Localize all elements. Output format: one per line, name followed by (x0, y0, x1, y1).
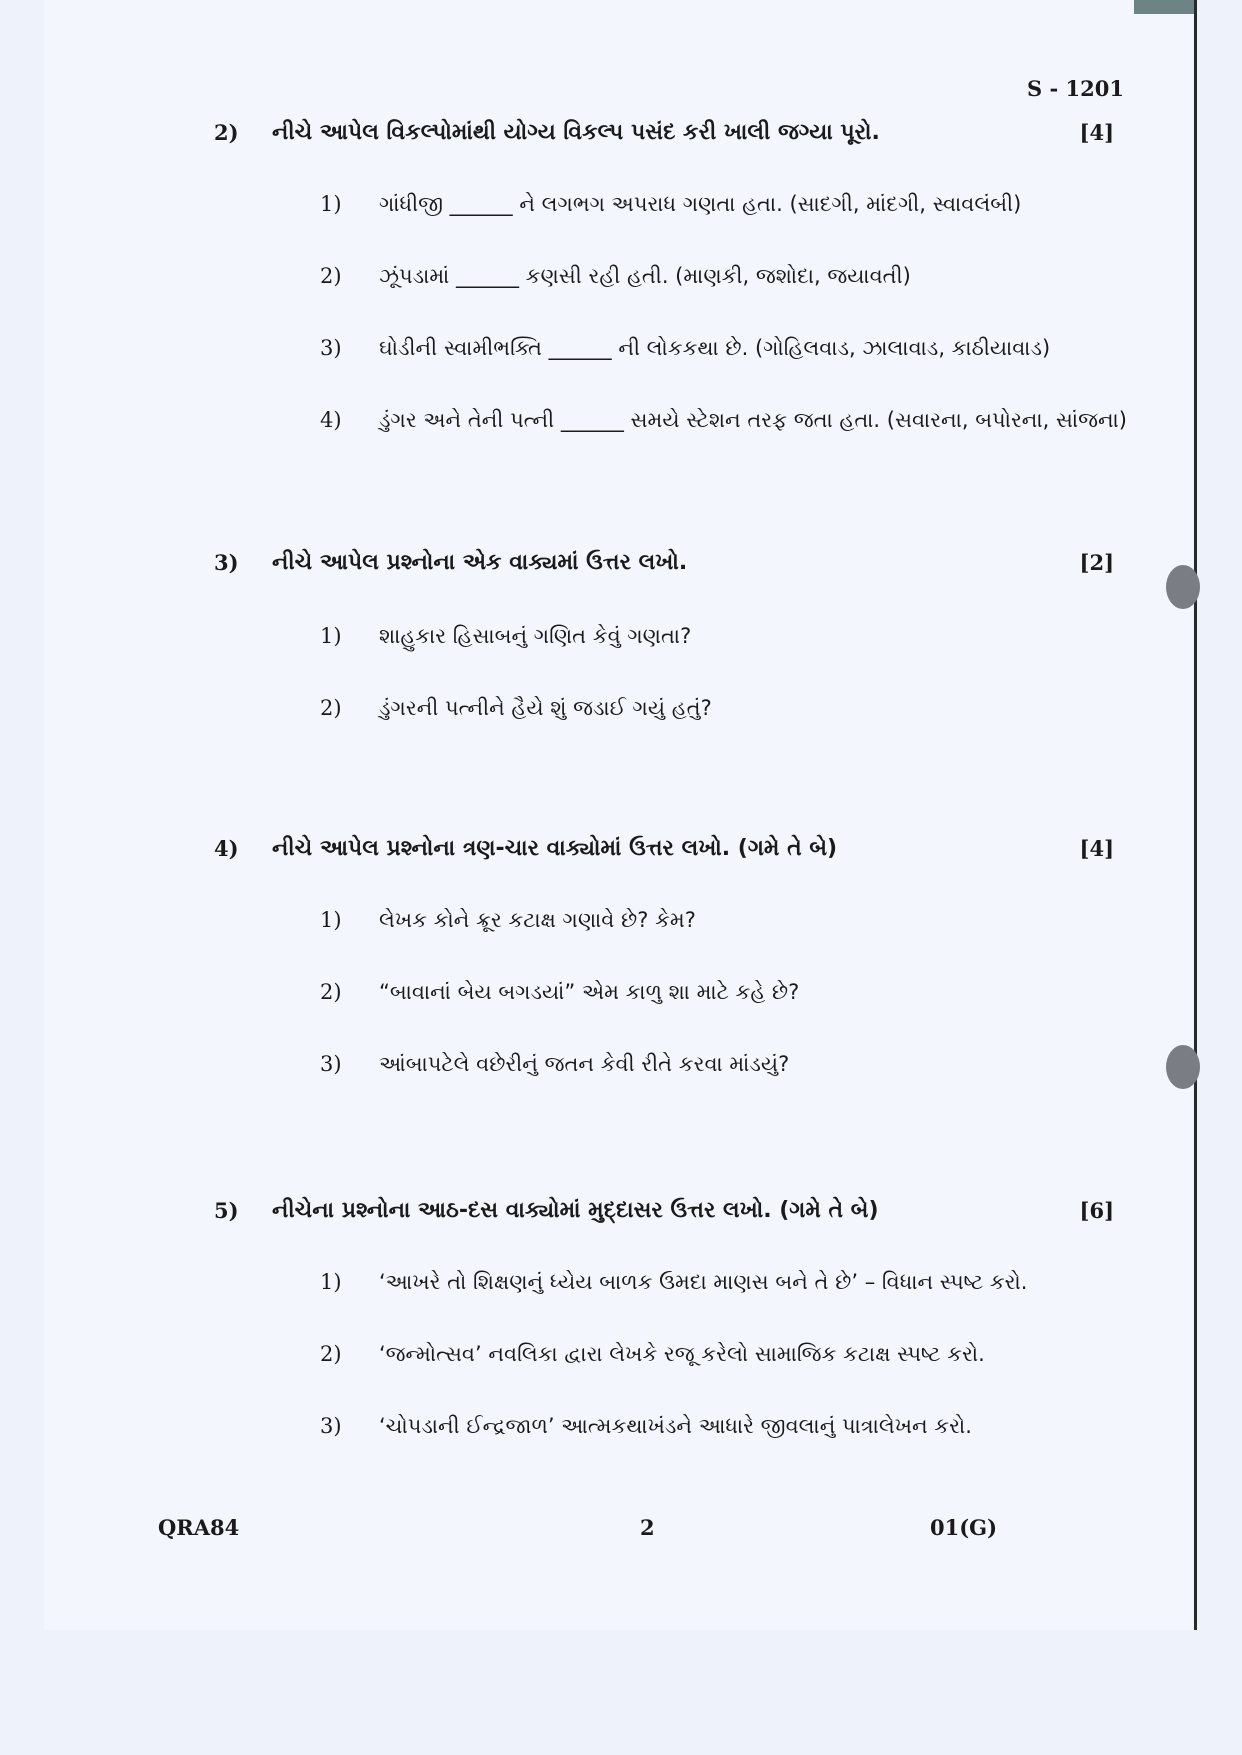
sub-question (214, 1414, 1114, 1448)
punch-hole-bottom (1166, 1045, 1200, 1089)
question-marks: [4] (1079, 120, 1114, 145)
footer-right-code: 01(G) (930, 1515, 998, 1540)
sub-question-text: આંબાપટેલે વછેરીનું જતન કેવી રીતે કરવા માંડયું? (379, 1052, 790, 1076)
sub-question-number: 1) (320, 192, 342, 216)
question-header (214, 120, 1114, 154)
sub-question-text: શાહુકાર હિસાબનું ગણિત કેવું ગણતા? (379, 624, 692, 648)
punch-hole-top (1166, 565, 1200, 609)
sub-question-number: 3) (320, 1414, 342, 1438)
paper-code: S - 1201 (1027, 76, 1124, 101)
exam-page (44, 0, 1197, 1630)
sub-question (214, 624, 1114, 658)
sub-question (214, 264, 1114, 298)
sub-question-text: ઝૂંપડામાં ______ કણસી રહી હતી. (માણકી, જશોદા, જયાવતી) (379, 264, 911, 288)
sub-question (214, 408, 1127, 442)
sub-question (214, 192, 1114, 226)
sub-question (214, 1052, 1114, 1086)
sub-question-text: ગાંધીજી ______ ને લગભગ અપરાધ ગણતા હતા. (સાદગી, માંદગી, સ્વાવલંબી) (379, 192, 1022, 216)
question-text: નીચેના પ્રશ્નોના આઠ-દસ વાક્યોમાં મુદ્દાસર ઉત્તર લખો. (ગમે તે બે) (272, 1198, 879, 1223)
sub-question-number: 1) (320, 1270, 342, 1294)
question-text: નીચે આપેલ પ્રશ્નોના ત્રણ-ચાર વાક્યોમાં ઉત્તર લખો. (ગમે તે બે) (272, 836, 838, 861)
question-number: 2) (214, 120, 239, 145)
sub-question-text: ‘આખરે તો શિક્ષણનું ધ્યેય બાળક ઉમદા માણસ બને તે છે’ – વિધાન સ્પષ્ટ કરો. (379, 1270, 1028, 1294)
question-marks: [2] (1079, 550, 1114, 575)
sub-question-number: 2) (320, 264, 342, 288)
sub-question-number: 3) (320, 1052, 342, 1076)
question-marks: [4] (1079, 836, 1114, 861)
question-5 (214, 1198, 1114, 1448)
question-marks: [6] (1079, 1198, 1114, 1223)
sub-question (214, 1270, 1114, 1304)
sub-question-text: ‘ચોપડાની ઈન્દ્રજાળ’ આત્મકથાખંડને આધારે જીવલાનું પાત્રાલેખન કરો. (379, 1414, 972, 1438)
sub-question (214, 980, 1114, 1014)
question-header (214, 1198, 1114, 1232)
sub-question-number: 3) (320, 336, 342, 360)
question-text: નીચે આપેલ પ્રશ્નોના એક વાક્યમાં ઉત્તર લખો. (272, 550, 688, 575)
sub-question-text: ડુંગરની પત્નીને હૈયે શું જડાઈ ગયું હતું? (379, 696, 712, 720)
sub-question-text: ‘જન્મોત્સવ’ નવલિકા દ્વારા લેખકે રજૂ કરેલો સામાજિક કટાક્ષ સ્પષ્ટ કરો. (379, 1342, 985, 1366)
question-header (214, 550, 1114, 584)
sub-question-number: 2) (320, 980, 342, 1004)
sub-question-number: 2) (320, 1342, 342, 1366)
question-text: નીચે આપેલ વિકલ્પોમાંથી યોગ્ય વિકલ્પ પસંદ કરી ખાલી જગ્યા પૂરો. (272, 120, 880, 145)
footer-page-number: 2 (640, 1515, 655, 1540)
question-number: 3) (214, 550, 239, 575)
question-number: 4) (214, 836, 239, 861)
sub-question-number: 1) (320, 624, 342, 648)
sub-question-number: 4) (320, 408, 342, 432)
sub-question-text: લેખક કોને ક્રૂર કટાક્ષ ગણાવે છે? કેમ? (379, 908, 696, 932)
question-3 (214, 550, 1114, 730)
question-2 (214, 120, 1127, 442)
question-4 (214, 836, 1114, 1086)
question-number: 5) (214, 1198, 239, 1223)
sub-question-text: ડુંગર અને તેની પત્ની ______ સમયે સ્ટેશન તરફ જતા હતા. (સવારના, બપોરના, સાંજના) (379, 408, 1127, 432)
sub-question-text: ઘોડીની સ્વામીભક્તિ ______ ની લોકકથા છે. (ગોહિલવાડ, ઝાલાવાડ, કાઠીયાવાડ) (379, 336, 1051, 360)
sub-question (214, 696, 1114, 730)
sub-question (214, 336, 1114, 370)
scan-corner-shadow (1134, 0, 1194, 14)
sub-question (214, 1342, 1114, 1376)
sub-question-text: “બાવાનાં બેય બગડયાં” એમ કાળુ શા માટે કહે છે? (379, 980, 800, 1004)
sub-question-number: 1) (320, 908, 342, 932)
sub-question-number: 2) (320, 696, 342, 720)
footer-left-code: QRA84 (158, 1515, 240, 1540)
question-header (214, 836, 1114, 870)
sub-question (214, 908, 1114, 942)
